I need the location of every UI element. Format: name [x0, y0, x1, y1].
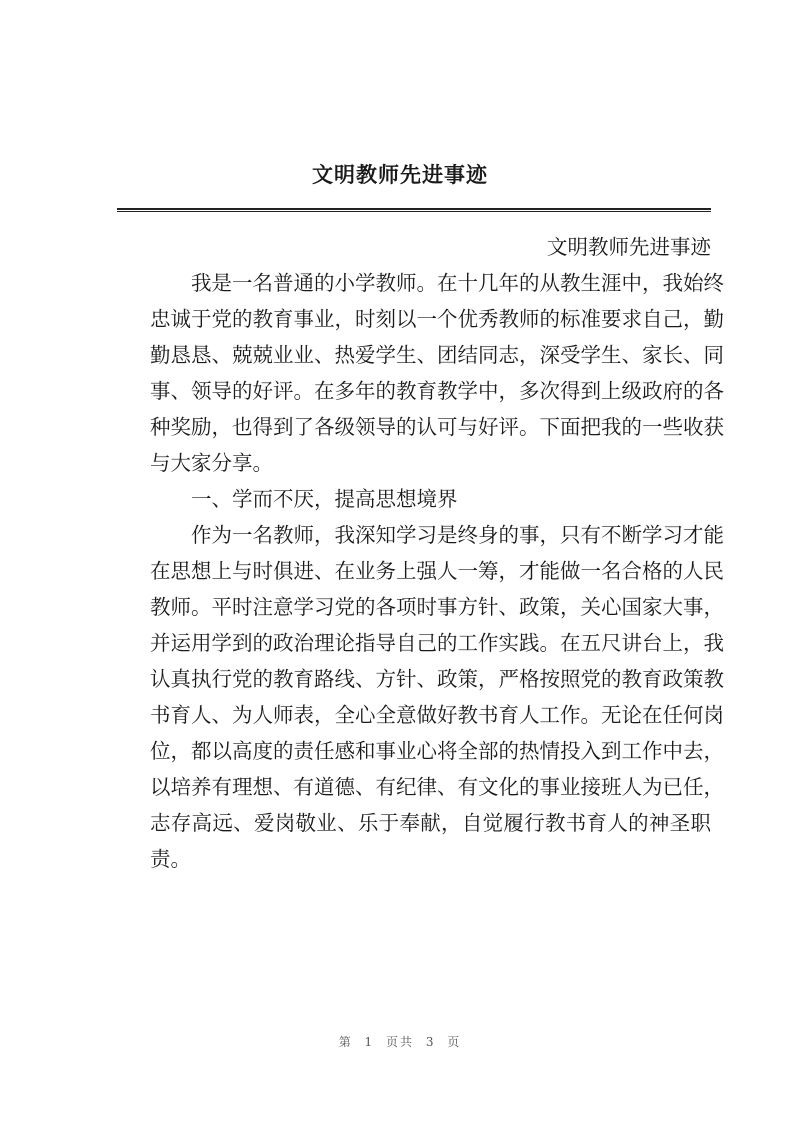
paragraph-line: 种奖励，也得到了各级领导的认可与好评。下面把我的一些收获	[150, 415, 724, 439]
paragraph-line: 书育人、为人师表，全心全意做好教书育人工作。无论在任何岗	[150, 703, 724, 727]
paragraph-line: 位，都以高度的责任感和事业心将全部的热情投入到工作中去，	[150, 739, 724, 763]
paragraph-section-one	[109, 517, 724, 877]
paragraph-line: 志存高远、爱岗敬业、乐于奉献，自觉履行教书育人的神圣职	[150, 811, 711, 835]
paragraph-line: 在思想上与时俱进、在业务上强人一筹，才能做一名合格的人民	[150, 559, 724, 583]
paragraph-line: 并运用学到的政治理论指导自己的工作实践。在五尺讲台上，我	[150, 631, 724, 655]
document-subtitle: 文明教师先进事迹	[547, 235, 711, 259]
paragraph-intro	[109, 265, 724, 481]
document-body	[109, 229, 724, 877]
page-header-title: 文明教师先进事迹	[312, 162, 488, 187]
paragraph-line: 教师。平时注意学习党的各项时事方针、政策，关心国家大事，	[150, 595, 724, 619]
paragraph-line: 忠诚于党的教育事业，时刻以一个优秀教师的标准要求自己，勤	[150, 307, 724, 331]
paragraph-line: 事、领导的好评。在多年的教育教学中，多次得到上级政府的各	[150, 379, 724, 403]
paragraph-line: 责。	[150, 847, 191, 871]
paragraph-line: 我是一名普通的小学教师。在十几年的从教生涯中，我始终	[191, 271, 724, 295]
paragraph-line: 认真执行党的教育路线、方针、政策，严格按照党的教育政策教	[150, 667, 724, 691]
header-divider	[117, 208, 711, 212]
paragraph-line: 与大家分享。	[150, 451, 273, 475]
paragraph-line: 以培养有理想、有道德、有纪律、有文化的事业接班人为已任，	[150, 775, 724, 799]
paragraph-line: 勤恳恳、兢兢业业、热爱学生、团结同志，深受学生、家长、同	[150, 343, 724, 367]
section-heading-text: 一、学而不厌，提高思想境界	[191, 487, 458, 511]
page-number-footer: 第 1 页共 3 页	[338, 1035, 462, 1049]
section-heading	[109, 481, 711, 517]
paragraph-line: 作为一名教师，我深知学习是终身的事，只有不断学习才能	[191, 523, 724, 547]
